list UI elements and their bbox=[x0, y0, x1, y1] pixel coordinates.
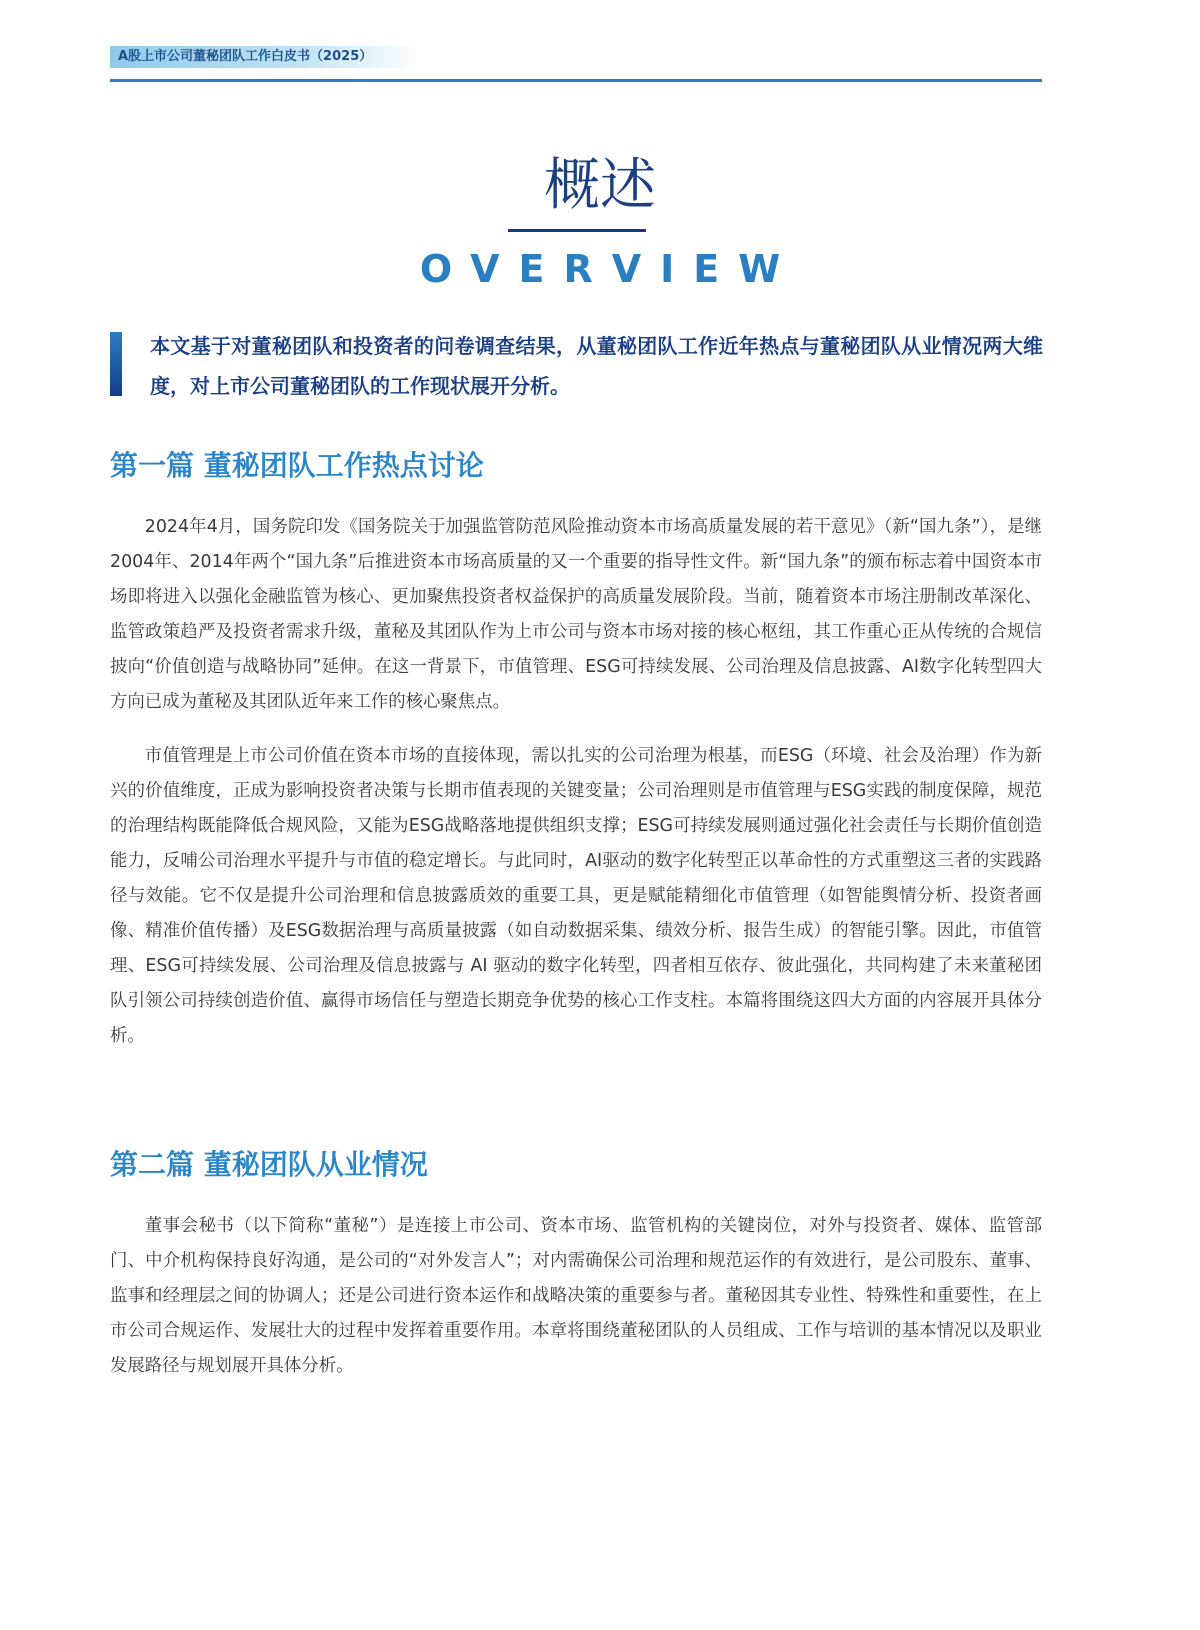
running-title: A股上市公司董秘团队工作白皮书（2025） bbox=[118, 49, 373, 64]
paragraph: 市值管理是上市公司价值在资本市场的直接体现，需以扎实的公司治理为根基，而ESG（环境、社会及治理）作为新兴的价值维度，正成为影响投资者决策与长期市值表现的关键变量；公司治理则是市值管理与ESG实践的制度保障，规范的治理结构既能降低合规风险，又能为ESG战略落地提供组织支撑；ESG可持续发展则通过强化社会责任与长期价值创造能力，反哺公司治理水平提升与市值的稳定增长。与此同时，AI驱动的数字化转型正以革命性的方式重塑这三者的实践路径与效能。它不仅是提升公司治理和信息披露质效的重要工具，更是赋能精细化市值管理（如智能舆情分析、投资者画像、精准价值传播）及ESG数据治理与高质量披露（如自动数据采集、绩效分析、报告生成）的智能引擎。因此，市值管理、ESG可持续发展、公司治理及信息披露与 AI 驱动的数字化转型，四者相互依存、彼此强化，共同构建了未来董秘团队引领公司持续创造价值、赢得市场信任与塑造长期竞争优势的核心工作支柱。本篇将围绕这四大方面的内容展开具体分析。 bbox=[110, 746, 1042, 1046]
paragraph: 2024年4月，国务院印发《国务院关于加强监管防范风险推动资本市场高质量发展的若干意见》（新“国九条”），是继2004年、2014年两个“国九条”后推进资本市场高质量的又一个重要的指导性文件。新“国九条”的颁布标志着中国资本市场即将进入以强化金融监管为核心、更加聚焦投资者权益保护的高质量发展阶段。当前，随着资本市场注册制改革深化、监管政策趋严及投资者需求升级，董秘及其团队作为上市公司与资本市场对接的核心枢纽，其工作重心正从传统的合规信披向“价值创造与战略协同”延伸。在这一背景下，市值管理、ESG可持续发展、公司治理及信息披露、AI数字化转型四大方向已成为董秘及其团队近年来工作的核心聚焦点。 bbox=[110, 517, 1042, 712]
running-header bbox=[110, 46, 420, 68]
paragraph: 董事会秘书（以下简称“董秘”）是连接上市公司、资本市场、监管机构的关键岗位，对外与投资者、媒体、监管部门、中介机构保持良好沟通，是公司的“对外发言人”；对内需确保公司治理和规范运作的有效进行，是公司股东、董事、监事和经理层之间的协调人；还是公司进行资本运作和战略决策的重要参与者。董秘因其专业性、特殊性和重要性，在上市公司合规运作、发展壮大的过程中发挥着重要作用。本章将围绕董秘团队的人员组成、工作与培训的基本情况以及职业发展路径与规划展开具体分析。 bbox=[110, 1216, 1042, 1376]
intro-callout bbox=[110, 332, 1042, 398]
title-underline bbox=[508, 229, 646, 232]
callout-bar bbox=[110, 332, 122, 396]
page-subtitle: OVERVIEW bbox=[419, 247, 800, 291]
header-divider bbox=[110, 79, 1042, 82]
section-heading-part2: 第二篇 董秘团队从业情况 bbox=[110, 1148, 428, 1181]
intro-text: 本文基于对董秘团队和投资者的问卷调查结果，从董秘团队工作近年热点与董秘团队从业情况两大维度，对上市公司董秘团队的工作现状展开分析。 bbox=[150, 334, 1043, 398]
page-title: 概述 bbox=[544, 153, 656, 218]
section-heading-part1: 第一篇 董秘团队工作热点讨论 bbox=[110, 449, 484, 482]
